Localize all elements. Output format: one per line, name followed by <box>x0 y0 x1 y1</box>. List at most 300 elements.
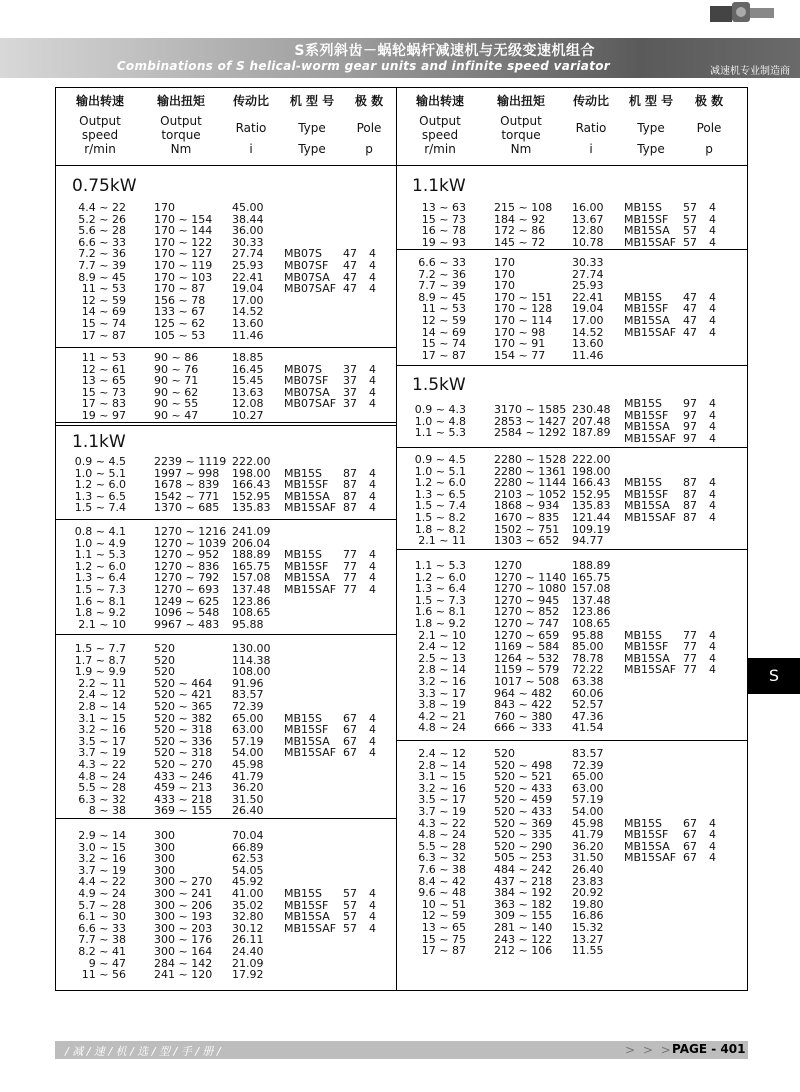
power-label: 1.1kW <box>412 176 466 196</box>
left-ratio-column <box>232 352 282 422</box>
speed-cell: 2.4 ~ 12 <box>78 688 126 702</box>
header-pole: 极 数 Pole p <box>354 94 384 156</box>
torque-cell: 212 ~ 106 <box>494 944 553 958</box>
right-torque-column <box>494 202 572 248</box>
torque-cell: 520 ~ 318 <box>154 723 213 737</box>
right-type-block <box>624 292 734 338</box>
type-size: 67 <box>343 723 357 737</box>
type-model: MB15SAF <box>284 582 337 596</box>
speed-cell: 15 ~ 74 <box>421 337 466 351</box>
header-torque-right: 输出扭矩 Output torque Nm <box>496 94 545 156</box>
speed-cell: 5.6 ~ 28 <box>78 224 126 238</box>
speed-cell: 1.3 ~ 6.4 <box>74 571 126 585</box>
speed-cell: 8.2 ~ 41 <box>78 944 126 958</box>
ratio-cell: 25.93 <box>572 279 604 293</box>
speed-cell: 1.5 ~ 7.3 <box>414 593 466 607</box>
ratio-cell: 166.43 <box>572 476 611 490</box>
type-size: 77 <box>683 628 697 642</box>
torque-cell: 300 ~ 241 <box>154 886 213 900</box>
pole-count: 4 <box>709 510 716 524</box>
power-label: 0.75kW <box>72 176 137 196</box>
type-model: MB15SA <box>284 489 330 503</box>
speed-cell: 15 ~ 73 <box>81 385 126 399</box>
speed-cell: 1.5 ~ 8.2 <box>414 510 466 524</box>
pole-count: 4 <box>709 839 716 853</box>
right-type-block <box>624 202 734 248</box>
type-size: 87 <box>343 478 357 492</box>
speed-cell: 1.8 ~ 8.2 <box>414 522 466 536</box>
torque-cell: 1017 ~ 508 <box>494 674 560 688</box>
type-row <box>284 260 394 272</box>
footer-arrows: > > > <box>625 1043 673 1057</box>
ratio-cell: 222.00 <box>572 453 611 466</box>
ratio-cell: 65.00 <box>572 770 604 784</box>
torque-cell: 1370 ~ 685 <box>154 501 220 515</box>
ratio-cell: 13.67 <box>572 212 604 226</box>
type-model: MB07SA <box>284 270 330 284</box>
speed-cell: 4.3 ~ 22 <box>78 757 126 771</box>
torque-cell: 170 ~ 127 <box>154 247 213 261</box>
ratio-cell: 45.98 <box>232 757 264 771</box>
block-separator <box>397 447 748 448</box>
ratio-cell: 31.50 <box>572 851 604 865</box>
type-size: 47 <box>683 290 697 304</box>
speed-cell: 1.9 ~ 9.9 <box>74 665 126 679</box>
ratio-cell: 57.19 <box>232 734 264 748</box>
ratio-cell: 54.00 <box>232 746 264 760</box>
ratio-cell: 135.83 <box>232 501 271 515</box>
torque-cell: 300 <box>154 863 175 877</box>
speed-cell: 3.1 ~ 15 <box>78 711 126 725</box>
torque-cell: 241 ~ 120 <box>154 968 213 982</box>
ratio-cell: 19.04 <box>572 302 604 316</box>
left-speed-column <box>62 202 126 341</box>
torque-cell: 1270 ~ 747 <box>494 616 560 630</box>
type-model: MB15S <box>284 548 323 562</box>
ratio-cell: 16.45 <box>232 362 264 376</box>
pole-count: 4 <box>369 910 376 924</box>
ratio-cell: 19.80 <box>572 897 604 911</box>
speed-cell: 11 ~ 53 <box>81 282 126 296</box>
header-type: 机 型 号 Type Type <box>289 94 335 156</box>
header-ratio-right: 传动比 Ratio i <box>572 94 609 156</box>
left-torque-column <box>154 526 232 630</box>
speed-cell: 13 ~ 65 <box>421 920 466 934</box>
pole-count: 4 <box>369 734 376 748</box>
type-model: MB15SF <box>624 408 669 422</box>
pole-count: 4 <box>709 628 716 642</box>
speed-cell: 1.2 ~ 6.0 <box>414 476 466 490</box>
torque-cell: 170 <box>494 267 515 281</box>
torque-cell: 520 <box>154 653 175 667</box>
ratio-cell: 17.00 <box>572 313 604 327</box>
ratio-cell: 198.00 <box>232 466 271 480</box>
torque-cell: 90 ~ 86 <box>154 351 199 364</box>
pole-count: 4 <box>709 201 716 214</box>
type-model: MB15SAF <box>624 235 677 249</box>
pole-count: 4 <box>709 325 716 339</box>
ratio-cell: 57.19 <box>572 793 604 807</box>
torque-cell: 520 <box>494 747 515 760</box>
torque-cell: 1270 <box>494 559 522 572</box>
type-model: MB15SF <box>624 828 669 842</box>
torque-cell: 760 ~ 380 <box>494 709 553 723</box>
speed-cell: 1.0 ~ 4.8 <box>414 414 466 428</box>
type-model: MB15S <box>624 397 663 411</box>
speed-cell: 1.6 ~ 8.1 <box>414 605 466 619</box>
torque-cell: 2239 ~ 1119 <box>154 455 227 468</box>
torque-cell: 105 ~ 53 <box>154 328 206 342</box>
speed-cell: 8 ~ 38 <box>88 804 126 818</box>
torque-cell: 170 ~ 98 <box>494 325 546 339</box>
torque-cell: 1169 ~ 584 <box>494 640 560 654</box>
left-type-block <box>284 364 394 410</box>
type-model: MB07SF <box>284 374 329 388</box>
ratio-cell: 83.57 <box>232 688 264 702</box>
right-ratio-column <box>572 748 622 957</box>
torque-cell: 300 ~ 193 <box>154 910 213 924</box>
type-row <box>624 237 734 249</box>
type-size: 37 <box>343 397 357 411</box>
speed-cell: 7.7 ~ 38 <box>78 933 126 947</box>
pole-count: 4 <box>369 489 376 503</box>
ratio-cell: 38.44 <box>232 212 264 226</box>
ratio-cell: 41.00 <box>232 886 264 900</box>
torque-cell: 300 ~ 176 <box>154 933 213 947</box>
speed-cell: 3.2 ~ 16 <box>78 852 126 866</box>
speed-cell: 2.8 ~ 14 <box>418 663 466 677</box>
speed-cell: 4.8 ~ 24 <box>78 769 126 783</box>
ratio-cell: 157.08 <box>232 571 271 585</box>
pole-count: 4 <box>369 374 376 388</box>
left-torque-column <box>154 456 232 514</box>
type-size: 97 <box>683 408 697 422</box>
pole-count: 4 <box>709 420 716 434</box>
ratio-cell: 14.52 <box>572 325 604 339</box>
ratio-cell: 188.89 <box>572 559 611 572</box>
ratio-cell: 65.00 <box>232 711 264 725</box>
ratio-cell: 60.06 <box>572 686 604 700</box>
left-type-block <box>284 248 394 294</box>
type-model: MB15SAF <box>624 510 677 524</box>
speed-cell: 3.2 ~ 16 <box>418 674 466 688</box>
torque-cell: 369 ~ 155 <box>154 804 213 818</box>
torque-cell: 1542 ~ 771 <box>154 489 220 503</box>
torque-cell: 520 <box>154 642 175 655</box>
speed-cell: 15 ~ 74 <box>81 316 126 330</box>
left-type-block <box>284 713 394 759</box>
speed-cell: 14 ~ 69 <box>421 325 466 339</box>
torque-cell: 1096 ~ 548 <box>154 606 220 620</box>
pole-count: 4 <box>709 397 716 411</box>
type-model: MB15SA <box>624 420 670 434</box>
type-size: 47 <box>683 313 697 327</box>
block-separator <box>55 818 397 819</box>
pole-count: 4 <box>369 478 376 492</box>
torque-cell: 281 ~ 140 <box>494 920 553 934</box>
power-label: 1.5kW <box>412 375 466 395</box>
torque-cell: 156 ~ 78 <box>154 293 206 307</box>
speed-cell: 3.2 ~ 16 <box>418 781 466 795</box>
torque-cell: 520 ~ 433 <box>494 804 553 818</box>
ratio-cell: 45.92 <box>232 875 264 889</box>
torque-cell: 1270 ~ 836 <box>154 559 220 573</box>
ratio-cell: 137.48 <box>572 593 611 607</box>
speed-cell: 1.0 ~ 4.9 <box>74 536 126 550</box>
type-size: 97 <box>683 420 697 434</box>
speed-cell: 9.6 ~ 48 <box>418 886 466 900</box>
type-size: 37 <box>343 362 357 376</box>
torque-cell: 2280 ~ 1528 <box>494 453 567 466</box>
type-model: MB15SF <box>284 559 329 573</box>
ratio-cell: 94.77 <box>572 534 604 548</box>
torque-cell: 145 ~ 72 <box>494 235 546 249</box>
speed-cell: 3.5 ~ 17 <box>78 734 126 748</box>
pole-count: 4 <box>709 640 716 654</box>
speed-cell: 5.5 ~ 28 <box>78 781 126 795</box>
speed-cell: 7.7 ~ 39 <box>418 279 466 293</box>
speed-cell: 8.4 ~ 42 <box>418 874 466 888</box>
type-row <box>624 512 734 524</box>
type-size: 47 <box>343 247 357 261</box>
ratio-cell: 123.86 <box>232 594 271 608</box>
type-model: MB15SF <box>284 723 329 737</box>
pole-count: 4 <box>709 663 716 677</box>
torque-cell: 520 ~ 421 <box>154 688 213 702</box>
ratio-cell: 24.40 <box>232 944 264 958</box>
type-model: MB15SAF <box>624 663 677 677</box>
torque-cell: 170 ~ 128 <box>494 302 553 316</box>
ratio-cell: 130.00 <box>232 642 271 655</box>
type-model: MB15S <box>624 628 663 642</box>
torque-cell: 964 ~ 482 <box>494 686 553 700</box>
type-row <box>284 923 394 935</box>
speed-cell: 1.3 ~ 6.4 <box>414 582 466 596</box>
speed-cell: 1.0 ~ 5.1 <box>74 466 126 480</box>
ratio-cell: 166.43 <box>232 478 271 492</box>
section-tab: S <box>748 658 800 694</box>
header-speed: 输出转速 Output speed r/min <box>75 94 124 156</box>
ratio-cell: 22.41 <box>232 270 264 284</box>
type-model: MB15S <box>284 887 323 900</box>
ratio-cell: 95.88 <box>572 628 604 642</box>
type-size: 47 <box>343 258 357 272</box>
ratio-cell: 13.63 <box>232 385 264 399</box>
right-speed-column <box>402 454 466 547</box>
left-type-block <box>284 549 394 595</box>
torque-cell: 300 <box>154 829 175 842</box>
ratio-cell: 45.98 <box>572 816 604 830</box>
speed-cell: 6.3 ~ 32 <box>78 792 126 806</box>
speed-cell: 19 ~ 97 <box>81 408 126 422</box>
ratio-cell: 137.48 <box>232 582 271 596</box>
pole-count: 4 <box>369 559 376 573</box>
left-speed-column <box>62 830 126 981</box>
ratio-cell: 35.02 <box>232 898 264 912</box>
left-speed-column <box>62 643 126 817</box>
type-size: 57 <box>343 887 357 900</box>
header-torque: 输出扭矩 Output torque Nm <box>156 94 205 156</box>
left-type-block <box>284 888 394 934</box>
torque-cell: 184 ~ 92 <box>494 212 546 226</box>
torque-cell: 1270 ~ 1140 <box>494 570 567 584</box>
speed-cell: 2.8 ~ 14 <box>418 758 466 772</box>
ratio-cell: 36.20 <box>572 839 604 853</box>
type-model: MB15SA <box>284 571 330 585</box>
speed-cell: 2.1 ~ 10 <box>78 617 126 631</box>
ratio-cell: 165.75 <box>232 559 271 573</box>
type-model: MB07SF <box>284 258 329 272</box>
speed-cell: 4.2 ~ 21 <box>418 709 466 723</box>
header-ratio: 传动比 Ratio i <box>232 94 269 156</box>
torque-cell: 1270 ~ 945 <box>494 593 560 607</box>
pole-count: 4 <box>709 290 716 304</box>
type-size: 87 <box>683 476 697 490</box>
type-size: 67 <box>683 851 697 865</box>
speed-cell: 12 ~ 59 <box>421 909 466 923</box>
right-type-block <box>624 398 734 444</box>
pole-count: 4 <box>709 224 716 238</box>
ratio-cell: 83.57 <box>572 747 604 760</box>
ratio-cell: 32.80 <box>232 910 264 924</box>
left-ratio-column <box>232 830 282 981</box>
speed-cell: 3.3 ~ 17 <box>418 686 466 700</box>
pole-count: 4 <box>369 571 376 585</box>
ratio-cell: 17.00 <box>232 293 264 307</box>
gear-unit-icon <box>706 0 778 24</box>
ratio-cell: 12.80 <box>572 224 604 238</box>
torque-cell: 1670 ~ 835 <box>494 510 560 524</box>
ratio-cell: 30.33 <box>232 235 264 249</box>
ratio-cell: 70.04 <box>232 829 264 842</box>
speed-cell: 3.7 ~ 19 <box>418 804 466 818</box>
header-speed-right: 输出转速 Output speed r/min <box>415 94 464 156</box>
right-type-block <box>624 630 734 676</box>
right-torque-column <box>494 257 572 361</box>
speed-cell: 12 ~ 61 <box>81 362 126 376</box>
speed-cell: 6.6 ~ 33 <box>78 235 126 249</box>
pole-count: 4 <box>369 501 376 515</box>
ratio-cell: 30.12 <box>232 921 264 935</box>
type-model: MB15S <box>284 466 323 480</box>
page-number: PAGE - 401 <box>672 1042 746 1056</box>
speed-cell: 1.7 ~ 8.7 <box>74 653 126 667</box>
type-model: MB15SA <box>624 224 670 238</box>
type-model: MB15SAF <box>284 921 337 935</box>
pole-count: 4 <box>709 851 716 865</box>
torque-cell: 309 ~ 155 <box>494 909 553 923</box>
ratio-cell: 16.86 <box>572 909 604 923</box>
ratio-cell: 108.65 <box>572 616 611 630</box>
type-model: MB07SAF <box>284 397 337 411</box>
torque-cell: 170 ~ 122 <box>154 235 213 249</box>
header-rule <box>55 165 748 166</box>
speed-cell: 6.3 ~ 32 <box>418 851 466 865</box>
type-size: 47 <box>343 270 357 284</box>
ratio-cell: 108.65 <box>232 606 271 620</box>
type-model: MB15S <box>284 711 323 725</box>
torque-cell: 1270 ~ 792 <box>154 571 220 585</box>
ratio-cell: 63.38 <box>572 674 604 688</box>
ratio-cell: 85.00 <box>572 640 604 654</box>
speed-cell: 7.2 ~ 36 <box>418 267 466 281</box>
type-size: 57 <box>343 921 357 935</box>
ratio-cell: 11.55 <box>572 944 604 958</box>
pole-count: 4 <box>709 499 716 513</box>
ratio-cell: 19.04 <box>232 282 264 296</box>
torque-cell: 520 ~ 335 <box>494 828 553 842</box>
torque-cell: 125 ~ 62 <box>154 316 206 330</box>
speed-cell: 0.9 ~ 4.5 <box>414 453 466 466</box>
type-model: MB15S <box>624 290 663 304</box>
type-model: MB15S <box>624 476 663 490</box>
speed-cell: 3.1 ~ 15 <box>418 770 466 784</box>
torque-cell: 3170 ~ 1585 <box>494 403 567 416</box>
torque-cell: 459 ~ 213 <box>154 781 213 795</box>
ratio-cell: 54.05 <box>232 863 264 877</box>
ratio-cell: 108.00 <box>232 665 271 679</box>
ratio-cell: 11.46 <box>572 348 604 362</box>
type-model: MB15SAF <box>284 746 337 760</box>
ratio-cell: 222.00 <box>232 455 271 468</box>
type-size: 57 <box>683 235 697 249</box>
speed-cell: 4.8 ~ 24 <box>418 721 466 735</box>
type-row <box>624 327 734 339</box>
type-size: 37 <box>343 385 357 399</box>
ratio-cell: 62.53 <box>232 852 264 866</box>
speed-cell: 1.2 ~ 6.0 <box>74 478 126 492</box>
speed-cell: 17 ~ 87 <box>421 944 466 958</box>
torque-cell: 2853 ~ 1427 <box>494 414 567 428</box>
type-size: 67 <box>343 711 357 725</box>
right-speed-column <box>402 202 466 248</box>
speed-cell: 0.8 ~ 4.1 <box>74 525 126 538</box>
ratio-cell: 207.48 <box>572 414 611 428</box>
ratio-cell: 30.33 <box>572 256 604 269</box>
speed-cell: 2.4 ~ 12 <box>418 640 466 654</box>
torque-cell: 520 ~ 464 <box>154 676 213 690</box>
torque-cell: 433 ~ 218 <box>154 792 213 806</box>
type-row <box>624 852 734 864</box>
speed-cell: 13 ~ 63 <box>421 201 466 214</box>
torque-cell: 133 ~ 67 <box>154 305 206 319</box>
torque-cell: 90 ~ 62 <box>154 385 199 399</box>
speed-cell: 17 ~ 83 <box>81 397 126 411</box>
type-size: 77 <box>343 559 357 573</box>
torque-cell: 1264 ~ 532 <box>494 651 560 665</box>
ratio-cell: 12.08 <box>232 397 264 411</box>
speed-cell: 0.9 ~ 4.5 <box>74 455 126 468</box>
ratio-cell: 10.78 <box>572 235 604 249</box>
torque-cell: 9967 ~ 483 <box>154 617 220 631</box>
section-separator <box>397 365 748 366</box>
left-speed-column <box>62 526 126 630</box>
pole-count: 4 <box>369 898 376 912</box>
speed-cell: 11 ~ 53 <box>81 351 126 364</box>
torque-cell: 170 ~ 103 <box>154 270 213 284</box>
type-model: MB15SAF <box>624 431 677 445</box>
ratio-cell: 15.45 <box>232 374 264 388</box>
speed-cell: 2.2 ~ 11 <box>78 676 126 690</box>
ratio-cell: 78.78 <box>572 651 604 665</box>
torque-cell: 300 ~ 203 <box>154 921 213 935</box>
title-banner <box>0 38 800 78</box>
type-row <box>624 664 734 676</box>
type-size: 77 <box>683 651 697 665</box>
type-row <box>284 502 394 514</box>
ratio-cell: 10.27 <box>232 408 264 422</box>
speed-cell: 1.5 ~ 7.4 <box>74 501 126 515</box>
